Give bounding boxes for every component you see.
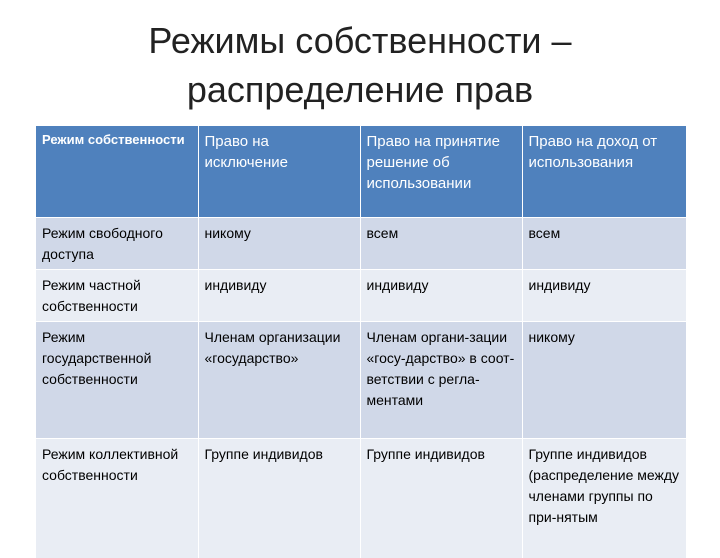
- table-cell: Группе индивидов: [198, 439, 360, 558]
- table-cell: никому: [198, 218, 360, 270]
- table-row: [36, 270, 686, 322]
- header-right-income: Право на доход от использования: [522, 126, 686, 218]
- table-cell: никому: [522, 322, 686, 439]
- table-cell: всем: [522, 218, 686, 270]
- property-regimes-table: [36, 126, 686, 558]
- table-cell: Режим государственной собственности: [36, 322, 198, 439]
- table-row: [36, 218, 686, 270]
- table-cell: Группе индивидов (распределение между членами группы по при-нятым: [522, 439, 686, 558]
- table-cell: индивиду: [360, 270, 522, 322]
- table-cell: всем: [360, 218, 522, 270]
- table-cell: индивиду: [198, 270, 360, 322]
- table-cell: индивиду: [522, 270, 686, 322]
- table-cell: Членам органи-зации «госу-дарство» в соот-ветствии с регла-ментами: [360, 322, 522, 439]
- slide-title-line-2: распределение прав: [0, 65, 720, 114]
- table-cell: Режим частной собственности: [36, 270, 198, 322]
- header-right-decision: Право на принятие решение об использовании: [360, 126, 522, 218]
- table-cell: Режим свободного доступа: [36, 218, 198, 270]
- table-cell: Группе индивидов: [360, 439, 522, 558]
- header-right-exclusion: Право на исключение: [198, 126, 360, 218]
- header-regime: Режим собственности: [36, 126, 198, 218]
- table-cell: Режим коллективной собственности: [36, 439, 198, 558]
- table-cell: Членам организации «государство»: [198, 322, 360, 439]
- slide-title: [0, 16, 720, 114]
- slide-title-line-1: Режимы собственности –: [0, 16, 720, 65]
- table-header-row: [36, 126, 686, 218]
- table-row: [36, 322, 686, 439]
- table-row: [36, 439, 686, 558]
